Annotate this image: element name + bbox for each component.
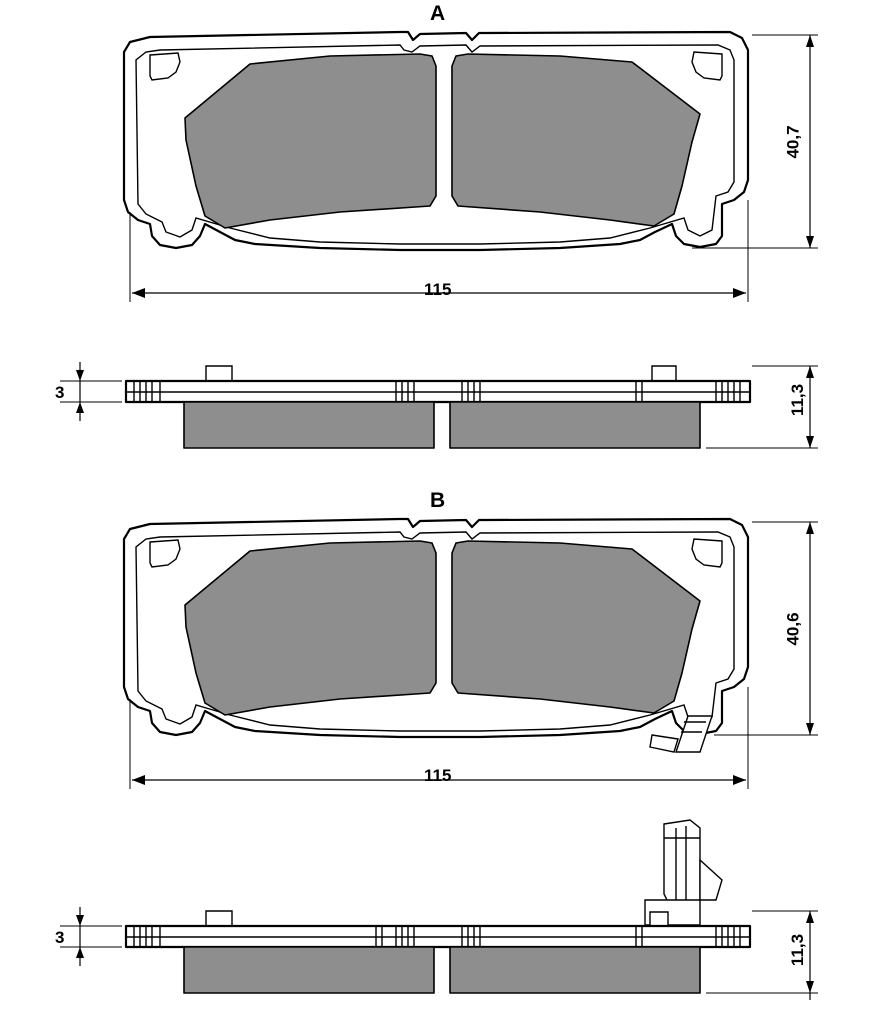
part-label-b: B [430,489,446,512]
dimension-pad-a-backplate-thickness: 3 [55,383,65,402]
pad-b-side-view [60,820,818,1000]
dimension-pad-a-total-thickness: 11,3 [788,383,808,417]
dimension-pad-b-width: 115 [424,766,452,785]
dimension-pad-b-backplate-thickness: 3 [55,928,65,947]
part-label-a: A [430,2,446,25]
pad-a-front-view [124,32,818,302]
dimension-pad-b-height: 40,6 [783,612,803,646]
dimension-pad-a-height: 40,7 [783,125,803,159]
pad-a-side-view [60,362,818,448]
pad-b-front-view [124,519,818,789]
dimension-pad-a-width: 115 [424,280,452,299]
dimension-pad-b-total-thickness: 11,3 [788,933,808,967]
